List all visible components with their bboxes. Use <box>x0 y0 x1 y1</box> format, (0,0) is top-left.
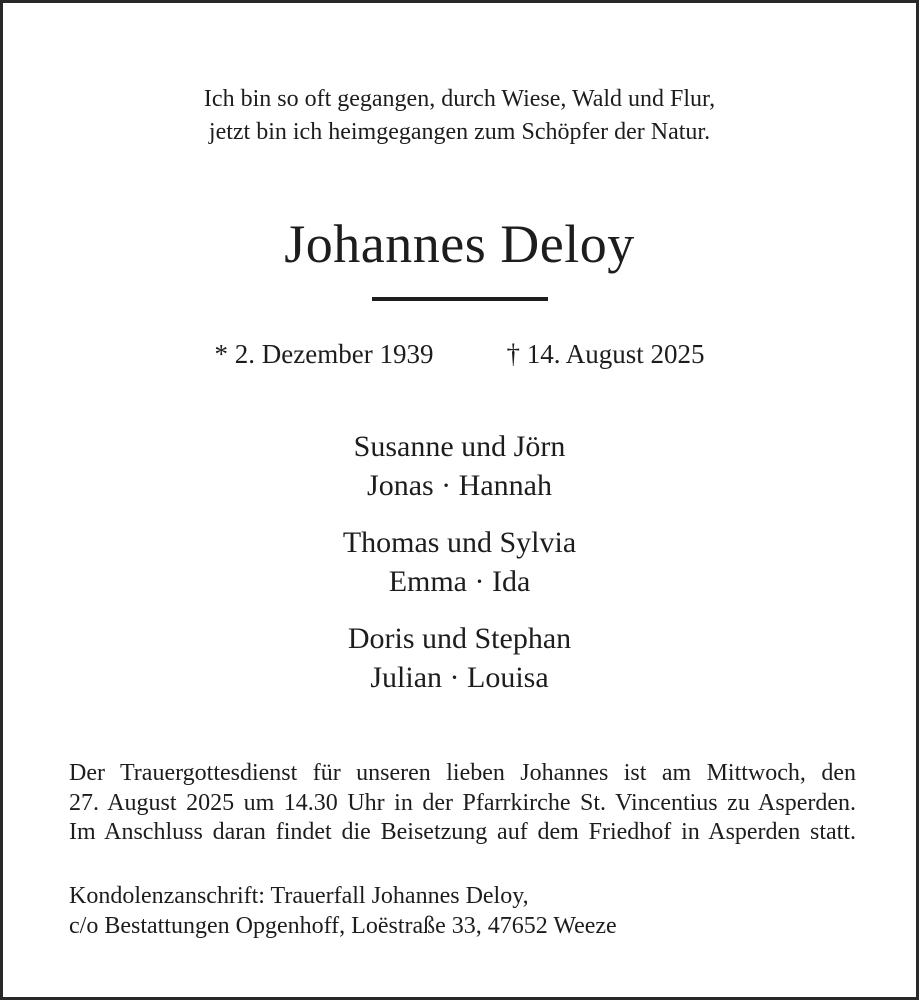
family-group-1 <box>3 427 916 505</box>
family-group-2 <box>3 523 916 601</box>
condolence-line-1: Kondolenzanschrift: Trauerfall Johannes Deloy, <box>69 883 529 909</box>
family-group-1-parents: Susanne und Jörn <box>353 430 566 463</box>
condolence-line-2: c/o Bestattungen Opgenhoff, Loëstraße 33, 47652 Weeze <box>69 913 617 939</box>
family-group-1-children: Jonas · Hannah <box>367 469 552 502</box>
condolence-address <box>69 881 856 941</box>
name-divider-rule <box>372 297 548 301</box>
mourning-family-list <box>3 427 916 715</box>
family-group-3 <box>3 619 916 697</box>
death-date: † 14. August 2025 <box>506 339 705 369</box>
life-dates <box>3 337 916 371</box>
family-group-2-children: Emma · Ida <box>388 565 531 598</box>
birth-date: * 2. Dezember 1939 <box>214 339 434 369</box>
epigraph-verse <box>3 83 916 149</box>
family-group-3-parents: Doris und Stephan <box>347 622 572 655</box>
service-line-3: Im Anschluss daran findet die Beisetzung auf dem Friedhof in Asperden statt. <box>69 819 856 845</box>
family-group-3-children: Julian · Louisa <box>370 661 549 694</box>
service-line-1: Der Trauergottesdienst für unseren lieben Johannes ist am Mittwoch, den <box>69 760 856 786</box>
epigraph-line-2: jetzt bin ich heimgegangen zum Schöpfer der Natur. <box>208 119 711 145</box>
service-line-2: 27. August 2025 um 14.30 Uhr in der Pfarrkirche St. Vincentius zu Asperden. <box>69 789 856 816</box>
deceased-name: Johannes Deloy <box>284 214 635 274</box>
funeral-service-announcement <box>69 759 856 848</box>
family-group-2-parents: Thomas und Sylvia <box>342 526 577 559</box>
epigraph-line-1: Ich bin so oft gegangen, durch Wiese, Wald und Flur, <box>203 86 716 112</box>
